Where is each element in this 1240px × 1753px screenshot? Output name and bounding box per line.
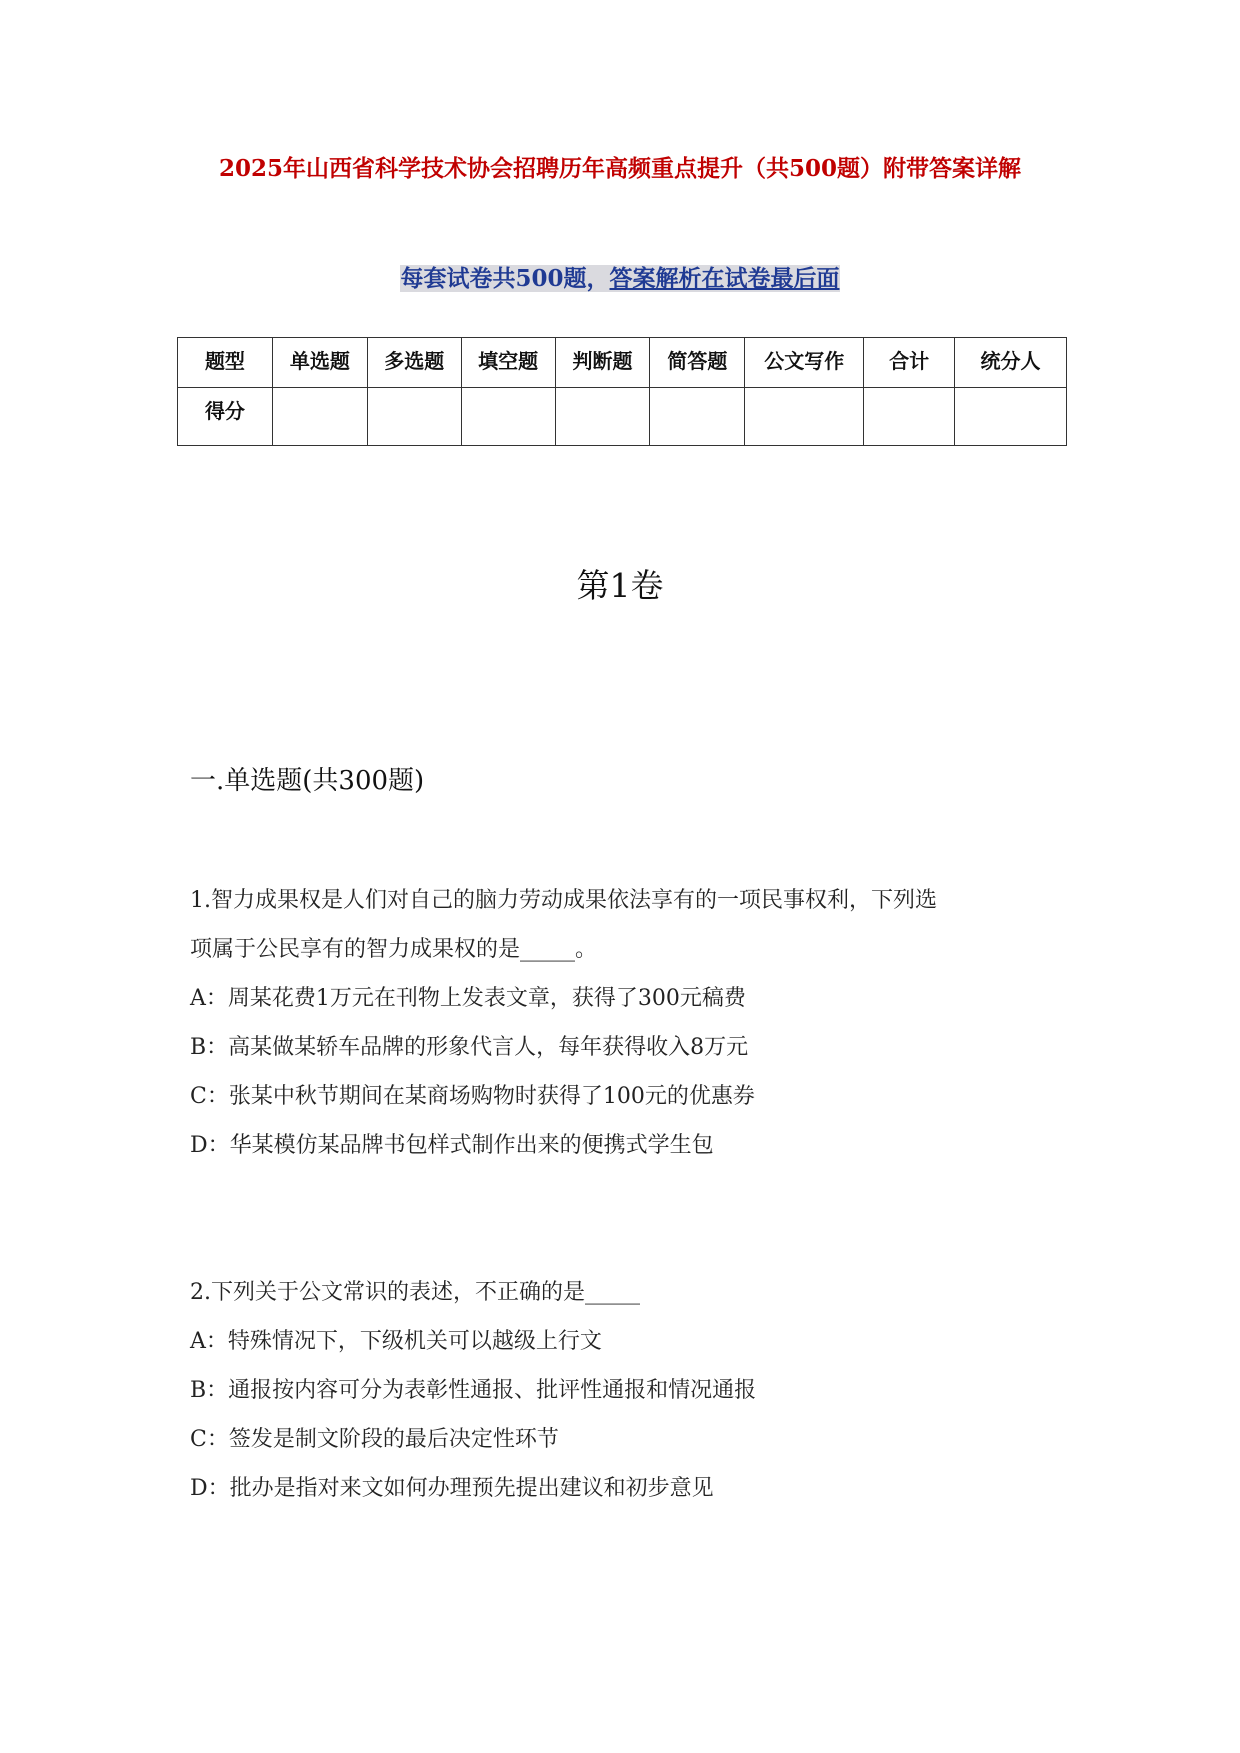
exam-info-text: 每套试卷共: [400, 265, 516, 292]
score-row-label: 得分: [178, 388, 273, 446]
score-cell[interactable]: [864, 388, 955, 446]
score-cell[interactable]: [367, 388, 461, 446]
section-title: 一.单选题(共300题): [190, 766, 425, 796]
table-header-cell: 公文写作: [745, 338, 864, 388]
answer-option-b: B：高某做某轿车品牌的形象代言人，每年获得收入8万元: [190, 1035, 749, 1060]
score-cell[interactable]: [650, 388, 745, 446]
question-1: [190, 876, 1070, 1170]
exam-info-text-2: 题，: [563, 265, 610, 292]
table-header-cell: 多选题: [367, 338, 461, 388]
answer-option-a: A：周某花费1万元在刊物上发表文章，获得了300元稿费: [190, 986, 746, 1011]
score-table: [177, 337, 1067, 446]
answer-option-d: D：华某模仿某品牌书包样式制作出来的便携式学生包: [190, 1133, 714, 1158]
score-table-score-row: [178, 388, 1067, 446]
table-header-cell: 统分人: [955, 338, 1067, 388]
table-header-cell: 简答题: [650, 338, 745, 388]
exam-question-count: 500: [515, 265, 564, 292]
score-cell[interactable]: [745, 388, 864, 446]
score-cell[interactable]: [955, 388, 1067, 446]
answer-option-a: A：特殊情况下，下级机关可以越级上行文: [190, 1329, 602, 1354]
answer-option-c: C：签发是制文阶段的最后决定性环节: [190, 1427, 559, 1452]
question-stem: 1.智力成果权是人们对自己的脑力劳动成果依法享有的一项民事权利，下列选: [190, 888, 937, 913]
score-table-header-row: [178, 338, 1067, 388]
table-header-cell: 题型: [178, 338, 273, 388]
volume-title: 第1卷: [576, 566, 664, 605]
table-header-cell: 填空题: [461, 338, 555, 388]
answer-location-link[interactable]: 答案解析在试卷最后面: [609, 265, 840, 292]
answer-option-c: C：张某中秋节期间在某商场购物时获得了100元的优惠券: [190, 1084, 755, 1109]
question-stem: 2.下列关于公文常识的表述，不正确的是_____: [190, 1280, 640, 1305]
table-header-cell: 合计: [864, 338, 955, 388]
question-stem: 项属于公民享有的智力成果权的是_____。: [190, 937, 598, 962]
score-cell[interactable]: [555, 388, 650, 446]
document-title: 2025年山西省科学技术协会招聘历年高频重点提升（共500题）附带答案详解: [218, 155, 1022, 182]
exam-info-line: [150, 260, 1090, 293]
table-header-cell: 判断题: [555, 338, 650, 388]
answer-option-b: B：通报按内容可分为表彰性通报、批评性通报和情况通报: [190, 1378, 757, 1403]
answer-option-d: D：批办是指对来文如何办理预先提出建议和初步意见: [190, 1476, 714, 1501]
table-header-cell: 单选题: [272, 338, 367, 388]
score-cell[interactable]: [272, 388, 367, 446]
question-2: [190, 1268, 1070, 1513]
score-cell[interactable]: [461, 388, 555, 446]
